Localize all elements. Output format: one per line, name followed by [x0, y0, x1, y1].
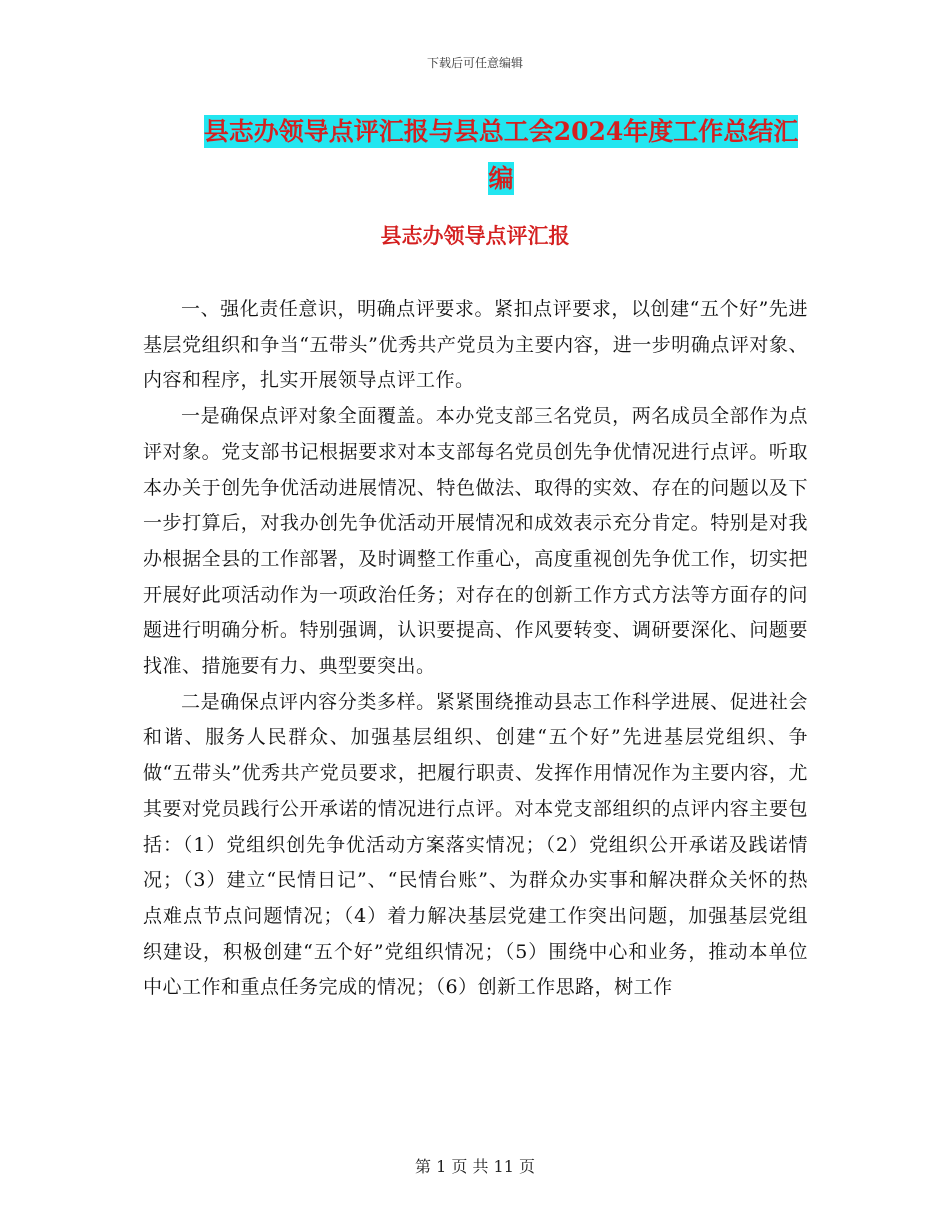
paragraph: 一、强化责任意识，明确点评要求。紧扣点评要求，以创建“五个好”先进基层党组织和争当“五带头”优秀共产党员为主要内容，进一步明确点评对象、内容和程序，扎实开展领导点评工作。 — [143, 298, 808, 392]
page-number: 第 1 页 共 11 页 — [415, 1157, 535, 1176]
paragraph: 一是确保点评对象全面覆盖。本办党支部三名党员，两名成员全部作为点评对象。党支部书记根据要求对本支部每名党员创先争优情况进行点评。听取本办关于创先争优活动进展情况、特色做法、取得的实效、存在的问题以及下一步打算后，对我办创先争优活动开展情况和成效表示充分肯定。特别是对我办根据全县的工作部署，及时调整工作重心，高度重视创先争优工作，切实把开展好此项活动作为一项政治任务；对存在的创新工作方式方法等方面存的问题进行明确分析。特别强调，认识要提高、作风要转变、调研要深化、问题要找准、措施要有力、典型要突出。 — [143, 405, 808, 678]
paragraph: 二是确保点评内容分类多样。紧紧围绕推动县志工作科学进展、促进社会和谐、服务人民群众、加强基层组织、创建“五个好”先进基层党组织、争做“五带头”优秀共产党员要求，把履行职责、发挥作用情况作为主要内容，尤其要对党员践行公开承诺的情况进行点评。对本党支部组织的点评内容主要包括：（1）党组织创先争优活动方案落实情况；（2）党组织公开承诺及践诺情况；（3）建立“民情日记”、“民情台账”、为群众办实事和解决群众关怀的热点难点节点问题情况；（4）着力解决基层党建工作突出问题，加强基层党组织建设，积极创建“五个好”党组织情况；（5）围绕中心和业务，推动本单位中心工作和重点任务完成的情况；（6）创新工作思路，树工作 — [143, 690, 808, 999]
section-title: 县志办领导点评汇报 — [380, 223, 570, 248]
document-title — [186, 108, 816, 202]
header-note: 下载后可任意编辑 — [426, 56, 523, 70]
document-title-line-1: 县志办领导点评汇报与县总工会2024年度工作总结汇 — [203, 117, 799, 146]
document-body — [143, 292, 808, 1006]
document-title-line-2: 编 — [488, 164, 514, 193]
